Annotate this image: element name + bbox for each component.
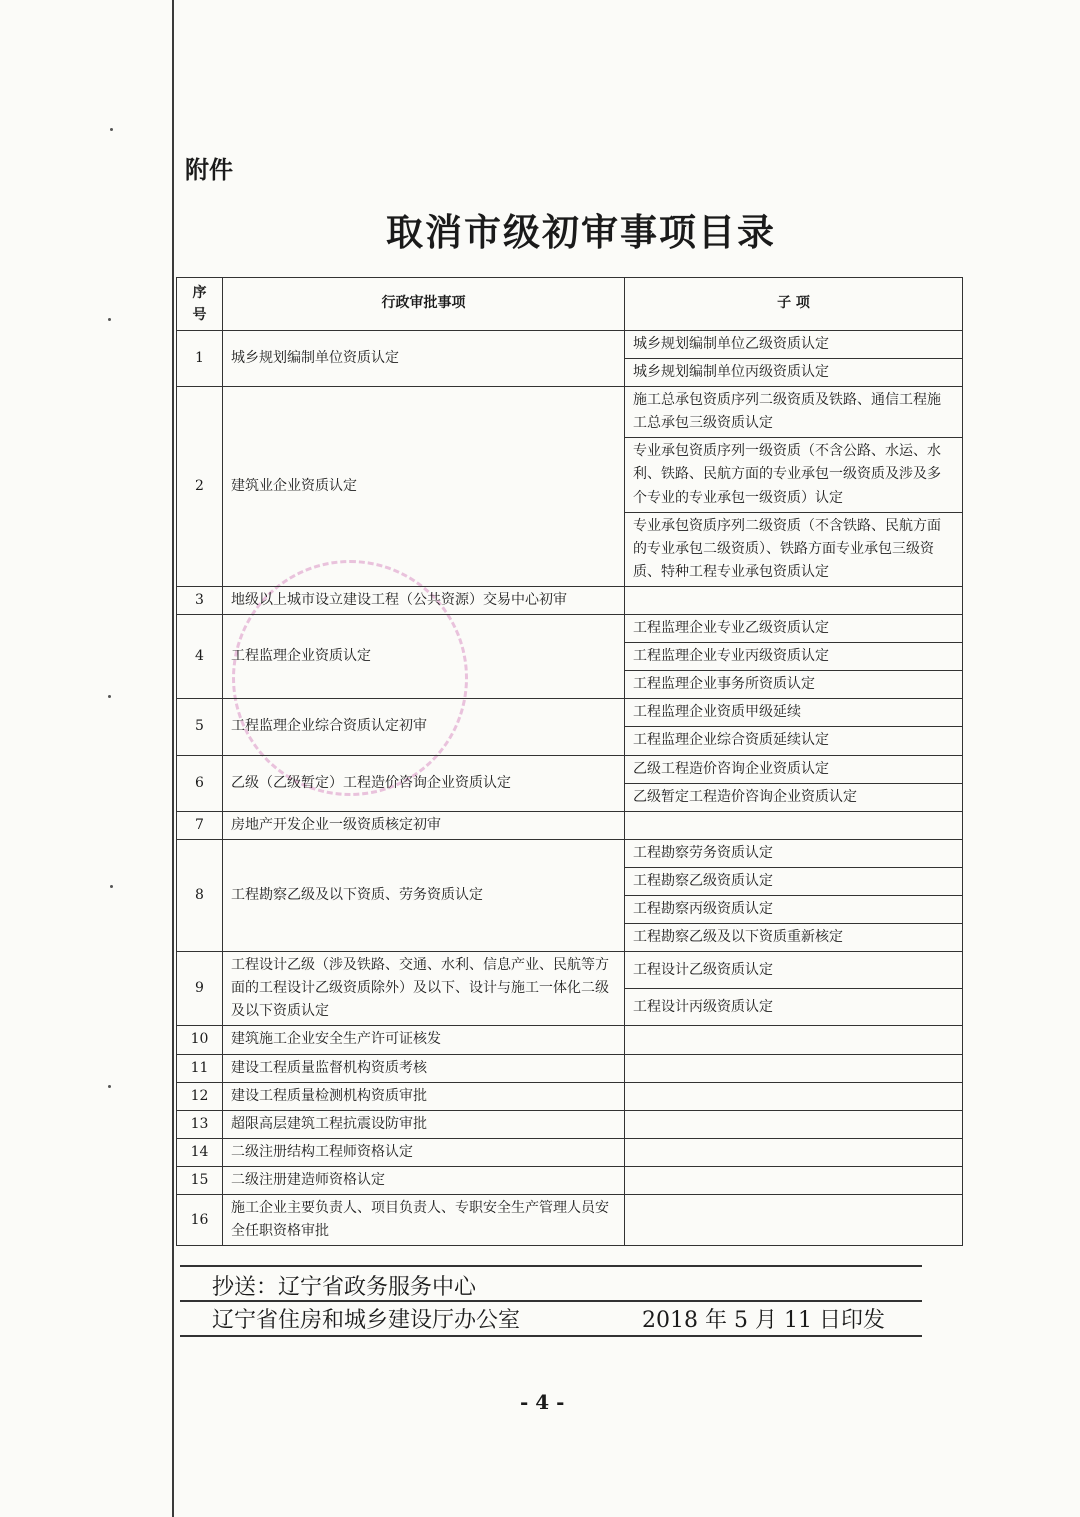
table-row	[177, 1166, 963, 1194]
sub-item: 工程设计丙级资质认定	[625, 989, 963, 1026]
footer-rule-mid	[180, 1300, 922, 1302]
row-number: 15	[177, 1166, 223, 1194]
issue-date: 2018 年 5 月 11 日印发	[642, 1308, 885, 1333]
sub-item: 工程监理企业综合资质延续认定	[625, 727, 963, 755]
table-row	[177, 1026, 963, 1054]
sub-item	[625, 1082, 963, 1110]
row-number: 9	[177, 952, 223, 1026]
approval-item: 地级以上城市设立建设工程（公共资源）交易中心初审	[223, 586, 625, 614]
row-number: 16	[177, 1195, 223, 1246]
row-number: 13	[177, 1110, 223, 1138]
approval-item: 工程勘察乙级及以下资质、劳务资质认定	[223, 839, 625, 951]
row-number: 5	[177, 699, 223, 755]
sub-item	[625, 1054, 963, 1082]
row-number: 14	[177, 1138, 223, 1166]
table-row	[177, 586, 963, 614]
table-row	[177, 615, 963, 643]
document-title: 取消市级初审事项目录	[386, 211, 776, 254]
sub-item: 专业承包资质序列二级资质（不含铁路、民航方面的专业承包二级资质）、铁路方面专业承包三级资质、特种工程专业承包资质认定	[625, 512, 963, 586]
approval-item: 建筑施工企业安全生产许可证核发	[223, 1026, 625, 1054]
scan-dot	[108, 695, 111, 698]
catalog-table	[176, 277, 963, 1246]
sub-item: 工程监理企业事务所资质认定	[625, 671, 963, 699]
cc-line: 抄送：辽宁省政务服务中心	[212, 1275, 477, 1300]
table-row	[177, 952, 963, 989]
table-row	[177, 1138, 963, 1166]
table-row	[177, 755, 963, 783]
approval-item: 二级注册建造师资格认定	[223, 1166, 625, 1194]
sub-item: 工程监理企业专业乙级资质认定	[625, 615, 963, 643]
attachment-label: 附件	[185, 156, 233, 184]
header-seq: 序 号	[177, 278, 223, 331]
approval-item: 乙级（乙级暂定）工程造价咨询企业资质认定	[223, 755, 625, 811]
row-number: 3	[177, 586, 223, 614]
footer-rule-bottom	[180, 1335, 922, 1337]
approval-item: 工程设计乙级（涉及铁路、交通、水利、信息产业、民航等方面的工程设计乙级资质除外）及以下、设计与施工一体化二级及以下资质认定	[223, 952, 625, 1026]
table-row	[177, 331, 963, 359]
table-row	[177, 839, 963, 867]
row-number: 7	[177, 811, 223, 839]
sub-item	[625, 811, 963, 839]
scan-dot	[110, 128, 113, 131]
approval-item: 施工企业主要负责人、项目负责人、专职安全生产管理人员安全任职资格审批	[223, 1195, 625, 1246]
approval-item: 建筑业企业资质认定	[223, 387, 625, 587]
sub-item: 工程监理企业专业丙级资质认定	[625, 643, 963, 671]
approval-item: 建设工程质量监督机构资质考核	[223, 1054, 625, 1082]
sub-item	[625, 1026, 963, 1054]
table-row	[177, 811, 963, 839]
approval-item: 房地产开发企业一级资质核定初审	[223, 811, 625, 839]
scan-dot	[110, 885, 113, 888]
row-number: 8	[177, 839, 223, 951]
sub-item: 专业承包资质序列一级资质（不含公路、水运、水利、铁路、民航方面的专业承包一级资质及涉及多个专业的专业承包一级资质）认定	[625, 438, 963, 512]
row-number: 10	[177, 1026, 223, 1054]
row-number: 12	[177, 1082, 223, 1110]
row-number: 4	[177, 615, 223, 699]
sub-item: 工程勘察丙级资质认定	[625, 895, 963, 923]
approval-item: 二级注册结构工程师资格认定	[223, 1138, 625, 1166]
sub-item	[625, 586, 963, 614]
sub-item: 施工总承包资质序列二级资质及铁路、通信工程施工总承包三级资质认定	[625, 387, 963, 438]
header-item: 行政审批事项	[223, 278, 625, 331]
sub-item	[625, 1110, 963, 1138]
binding-line	[172, 0, 174, 1517]
approval-item: 超限高层建筑工程抗震设防审批	[223, 1110, 625, 1138]
sub-item: 城乡规划编制单位乙级资质认定	[625, 331, 963, 359]
table-row	[177, 387, 963, 438]
header-subitem: 子 项	[625, 278, 963, 331]
approval-item: 工程监理企业资质认定	[223, 615, 625, 699]
sub-item	[625, 1195, 963, 1246]
sub-item: 工程监理企业资质甲级延续	[625, 699, 963, 727]
sub-item: 乙级暂定工程造价咨询企业资质认定	[625, 783, 963, 811]
sub-item: 工程勘察劳务资质认定	[625, 839, 963, 867]
table-header-row	[177, 278, 963, 331]
sub-item	[625, 1166, 963, 1194]
sub-item: 工程设计乙级资质认定	[625, 952, 963, 989]
table-row	[177, 1054, 963, 1082]
approval-item: 建设工程质量检测机构资质审批	[223, 1082, 625, 1110]
sub-item: 工程勘察乙级及以下资质重新核定	[625, 924, 963, 952]
table-row	[177, 1110, 963, 1138]
sub-item: 工程勘察乙级资质认定	[625, 867, 963, 895]
scan-dot	[108, 1085, 111, 1088]
row-number: 2	[177, 387, 223, 587]
scan-dot	[108, 318, 111, 321]
row-number: 11	[177, 1054, 223, 1082]
footer-rule-top	[180, 1265, 922, 1267]
table-row	[177, 699, 963, 727]
page-number: - 4 -	[520, 1390, 565, 1414]
row-number: 1	[177, 331, 223, 387]
approval-item: 城乡规划编制单位资质认定	[223, 331, 625, 387]
approval-item: 工程监理企业综合资质认定初审	[223, 699, 625, 755]
issuer: 辽宁省住房和城乡建设厅办公室	[212, 1308, 521, 1333]
sub-item: 城乡规划编制单位丙级资质认定	[625, 359, 963, 387]
sub-item: 乙级工程造价咨询企业资质认定	[625, 755, 963, 783]
table-row	[177, 1195, 963, 1246]
sub-item	[625, 1138, 963, 1166]
table-row	[177, 1082, 963, 1110]
row-number: 6	[177, 755, 223, 811]
